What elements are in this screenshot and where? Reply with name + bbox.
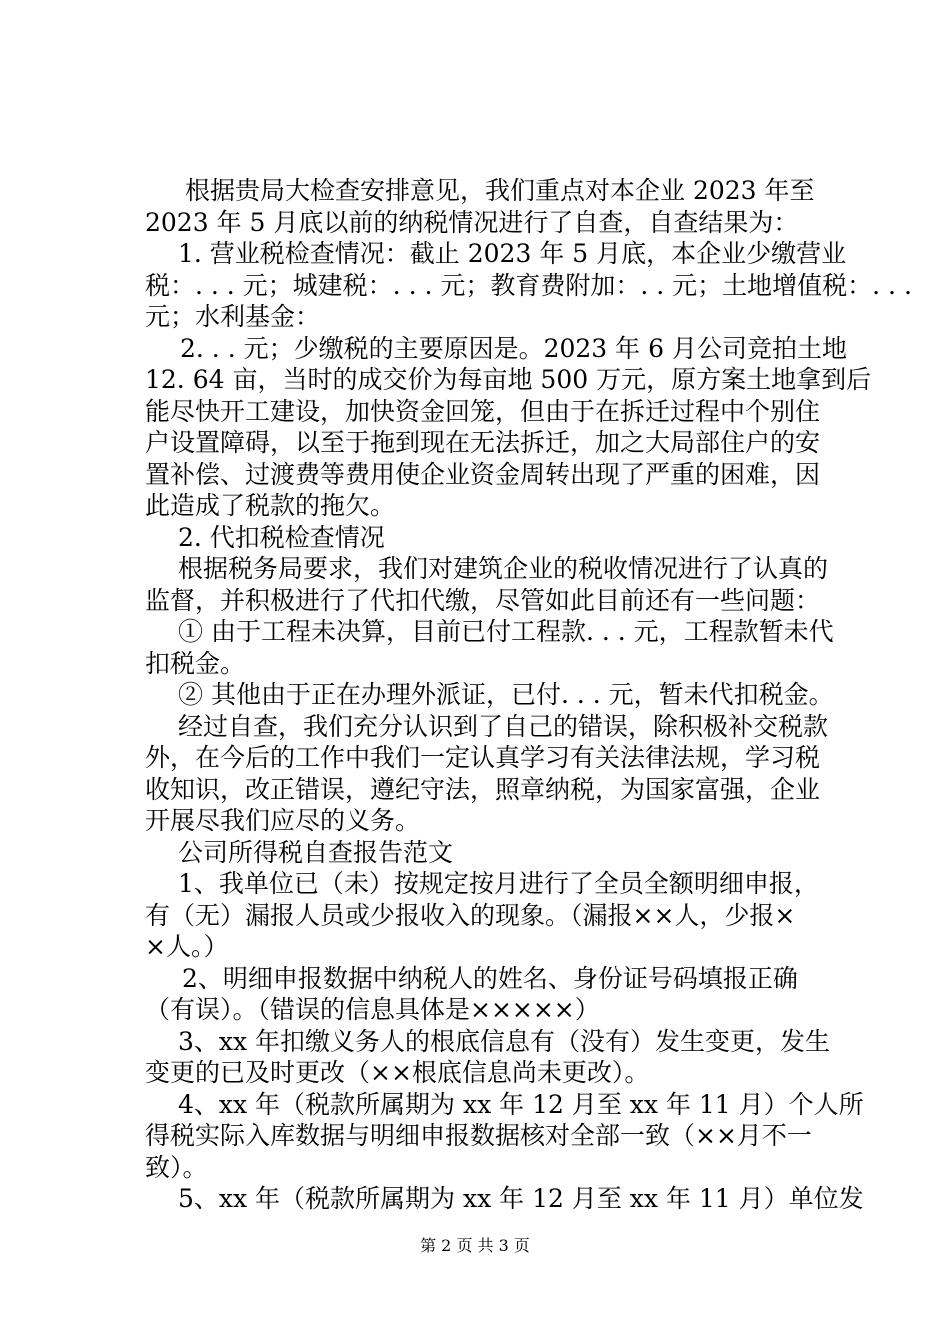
paragraph-line: 4、xx 年（税款所属期为 xx 年 12 月至 xx 年 11 月）个人所 [178, 1090, 864, 1119]
paragraph-line: 2. . . 元；少缴税的主要原因是。2023 年 6 月公司竞拍土地 [180, 334, 847, 363]
paragraph-line: 1. 营业税检查情况：截止 2023 年 5 月底，本企业少缴营业 [178, 239, 847, 268]
section-title: 公司所得税自查报告范文 [178, 838, 454, 867]
paragraph-line: 变更的已及时更改（××根底信息尚未更改）。 [145, 1058, 650, 1087]
section-heading: 2. 代扣税检查情况 [178, 523, 385, 552]
paragraph-line: 税：. . . 元；城建税：. . . 元；教育费附加：. . 元；土地增值税：. . . [145, 271, 912, 300]
paragraph-line: 监督，并积极进行了代扣代缴，尽管如此目前还有一些问题： [145, 586, 821, 615]
paragraph-line: 经过自查，我们充分认识到了自己的错误，除积极补交税款 [178, 712, 829, 741]
paragraph-line: 此造成了税款的拖欠。 [145, 491, 396, 520]
paragraph-line: 扣税金。 [145, 649, 246, 678]
paragraph-line: 开展尽我们应尽的义务。 [145, 806, 421, 835]
paragraph-line: 1、我单位已（未）按规定按月进行了全员全额明细申报， [178, 869, 819, 898]
paragraph-line: 收知识，改正错误，遵纪守法，照章纳税，为国家富强，企业 [145, 775, 821, 804]
paragraph-line: 外，在今后的工作中我们一定认真学习有关法律法规，学习税 [145, 743, 821, 772]
page-number-footer: 第 2 页 共 3 页 [420, 1236, 530, 1255]
paragraph-line: 2023 年 5 月底以前的纳税情况进行了自查，自查结果为： [145, 208, 799, 237]
paragraph-line: 12. 64 亩，当时的成交价为每亩地 500 万元，原方案土地拿到后 [145, 365, 872, 394]
paragraph-line: ① 由于工程未决算，目前已付工程款. . . 元，工程款暂未代 [178, 617, 834, 646]
paragraph-line: 2、明细申报数据中纳税人的姓名、身份证号码填报正确 [182, 964, 798, 993]
paragraph-line: 5、xx 年（税款所属期为 xx 年 12 月至 xx 年 11 月）单位发 [178, 1184, 864, 1213]
paragraph-line: 3、xx 年扣缴义务人的根底信息有（没有）发生变更，发生 [178, 1027, 831, 1056]
paragraph-line: 元；水利基金： [145, 302, 321, 331]
paragraph-line: 能尽快开工建设，加快资金回笼，但由于在拆迁过程中个别住 [145, 397, 821, 426]
paragraph-line: ×人。） [145, 932, 229, 961]
paragraph-line: 得税实际入库数据与明细申报数据核对全部一致（××月不一 [145, 1121, 812, 1150]
paragraph-line: 根据税务局要求，我们对建筑企业的税收情况进行了认真的 [178, 554, 829, 583]
paragraph-line: 致）。 [145, 1153, 208, 1182]
paragraph-line: （有误）。（错误的信息具体是×××××） [145, 995, 600, 1024]
paragraph-line: 有（无）漏报人员或少报收入的现象。（漏报××人，少报× [145, 901, 796, 930]
paragraph-line: 根据贵局大检查安排意见，我们重点对本企业 2023 年至 [185, 176, 815, 205]
paragraph-line: 户设置障碍，以至于拖到现在无法拆迁，加之大局部住户的安 [145, 428, 821, 457]
paragraph-line: ② 其他由于正在办理外派证，已付. . . 元，暂未代扣税金。 [178, 680, 834, 709]
paragraph-line: 置补偿、过渡费等费用使企业资金周转出现了严重的困难，因 [145, 460, 821, 489]
